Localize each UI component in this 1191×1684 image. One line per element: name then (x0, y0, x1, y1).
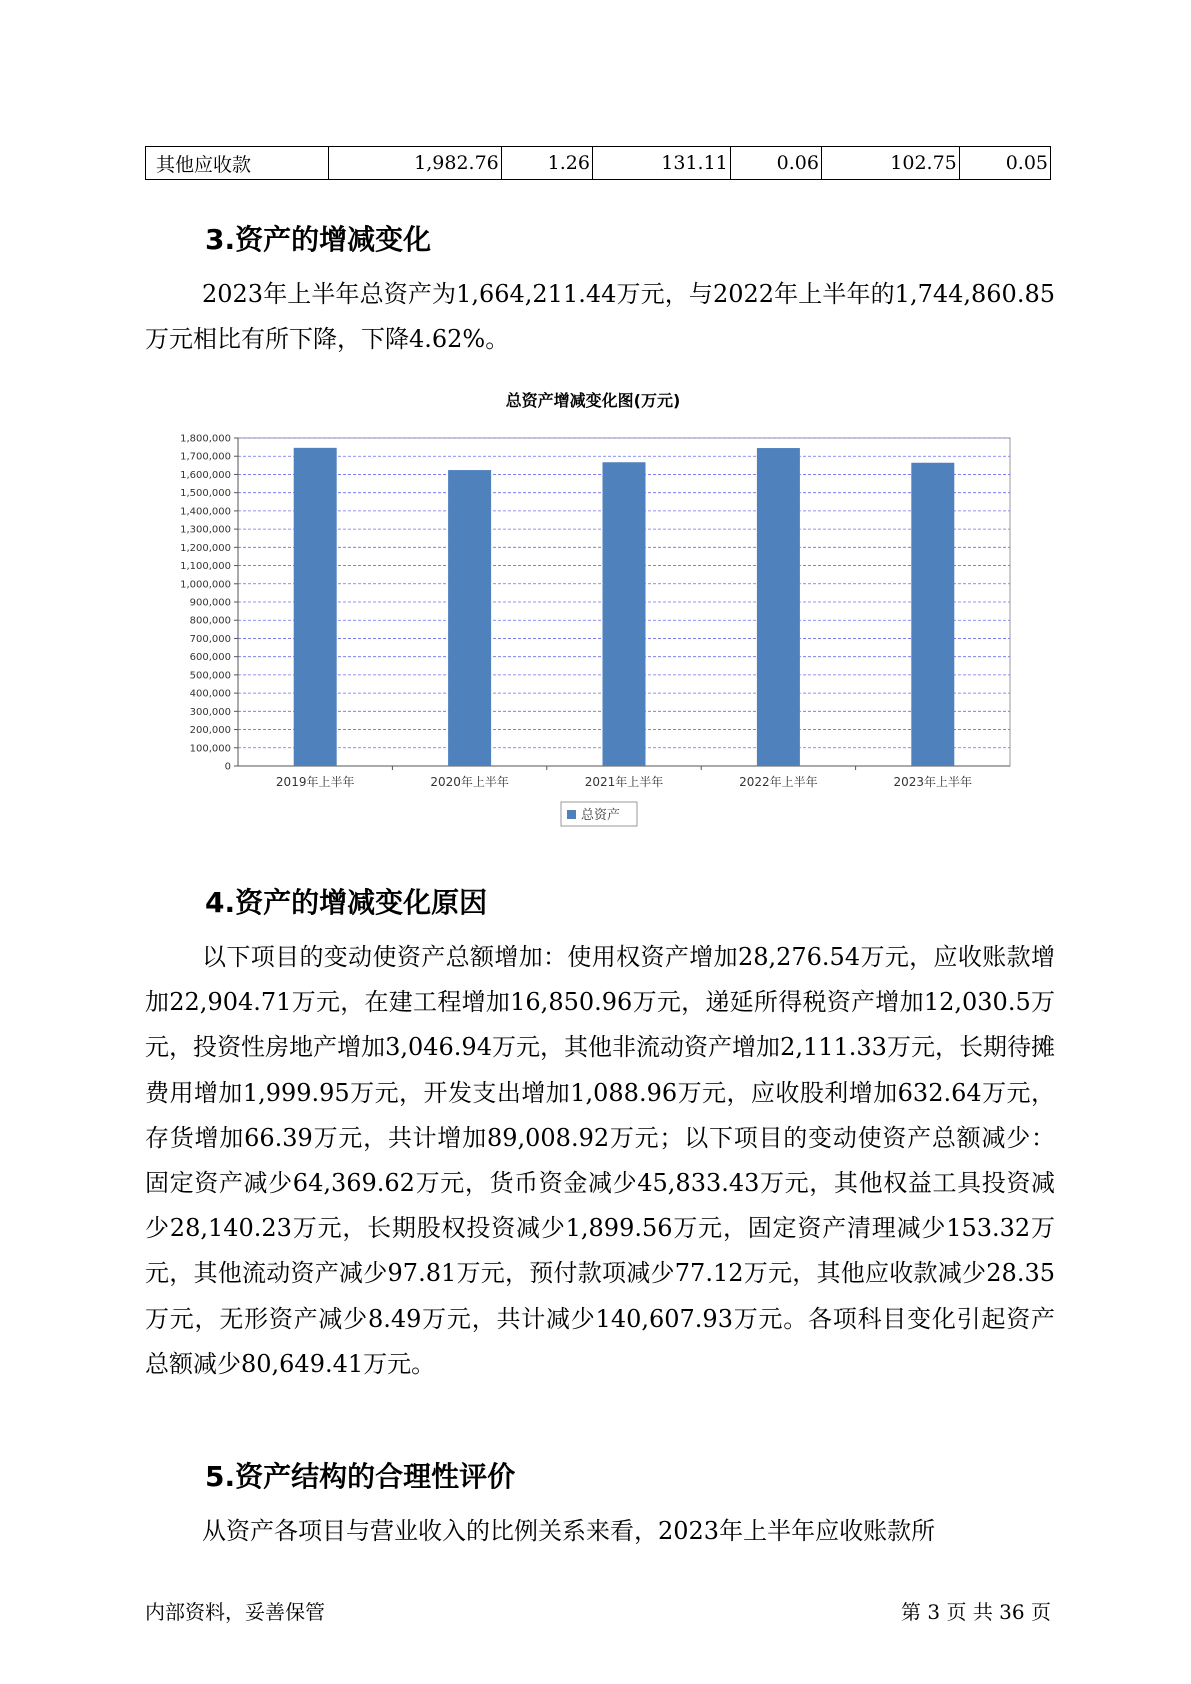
section-heading: 4.资产的增减变化原因 (205, 886, 488, 919)
y-tick-label: 1,200,000 (180, 542, 231, 554)
data-table (145, 146, 1051, 180)
y-tick-label: 300,000 (189, 706, 231, 718)
table-row-label: 其他应收款 (146, 147, 329, 180)
bar (911, 463, 954, 766)
table-row (146, 147, 1051, 180)
section-paragraph: 从资产各项目与营业收入的比例关系来看，2023年上半年应收账款所 (202, 1517, 936, 1545)
y-tick-label: 1,600,000 (180, 469, 231, 481)
footer-left: 内部资料，妥善保管 (145, 1600, 325, 1624)
bar (757, 448, 800, 766)
y-tick-label: 1,700,000 (180, 451, 231, 463)
section-heading: 5.资产结构的合理性评价 (205, 1460, 516, 1493)
y-tick-label: 1,000,000 (180, 579, 231, 591)
bar (294, 448, 337, 766)
y-tick-label: 1,400,000 (180, 506, 231, 518)
table-cell: 0.06 (730, 147, 821, 180)
y-tick-label: 1,800,000 (180, 433, 231, 445)
y-tick-label: 400,000 (189, 688, 231, 700)
y-tick-label: 1,100,000 (180, 561, 231, 573)
section-paragraph: 2023年上半年总资产为1,664,211.44万元，与2022年上半年的1,744,860.85万元相比有所下降，下降4.62%。 (145, 280, 1055, 354)
y-tick-label: 0 (224, 761, 231, 773)
y-tick-label: 500,000 (189, 670, 231, 682)
y-tick-label: 1,500,000 (180, 488, 231, 500)
y-tick-label: 900,000 (189, 597, 231, 609)
x-tick-label: 2020年上半年 (430, 775, 509, 789)
table-cell: 0.05 (959, 147, 1050, 180)
table-cell: 131.11 (592, 147, 730, 180)
y-tick-label: 100,000 (189, 743, 231, 755)
table-cell: 102.75 (821, 147, 959, 180)
legend-label: 总资产 (581, 808, 621, 823)
y-tick-label: 200,000 (189, 725, 231, 737)
x-tick-label: 2021年上半年 (584, 775, 664, 789)
table-cell: 1,982.76 (329, 147, 502, 180)
y-tick-label: 700,000 (189, 633, 231, 645)
chart-title: 总资产增减变化图(万元) (505, 391, 681, 410)
section-heading: 3.资产的增减变化 (205, 223, 432, 256)
x-tick-label: 2022年上半年 (739, 775, 818, 789)
section-paragraph: 以下项目的变动使资产总额增加：使用权资产增加28,276.54万元，应收账款增加22,904.71万元，在建工程增加16,850.96万元，递延所得税资产增加12,030.5万元，投资性房地产增加3,046.94万元，其他非流动资产增加2,111.33万元，长期待摊费用增加1,999.95万元，开发支出增加1,088.96万元，应收股利增加632.64万元，存货增加66.39万元，共计增加89,008.92万元；以下项目的变动使资产总额减少：固定资产减少64,369.62万元，货币资金减少45,833.43万元，其他权益工具投资减少28,140.23万元，长期股权投资减少1,899.56万元，固定资产清理减少153.32万元，其他流动资产减少97.81万元，预付款项减少77.12万元，其他应收款减少28.35万元，无形资产减少8.49万元，共计减少140,607.93万元。各项科目变化引起资产总额减少80,649.41万元。 (145, 943, 1055, 1378)
bar-chart (168, 388, 1018, 838)
legend-swatch (567, 810, 576, 819)
chart-svg (168, 388, 1018, 838)
footer-page-number: 第 3 页 共 36 页 (901, 1600, 1051, 1624)
y-tick-label: 600,000 (189, 652, 231, 664)
bar (603, 462, 646, 766)
y-tick-label: 1,300,000 (180, 524, 231, 536)
x-tick-label: 2019年上半年 (275, 775, 355, 789)
x-tick-label: 2023年上半年 (893, 775, 973, 789)
table-cell: 1.26 (501, 147, 592, 180)
y-tick-label: 800,000 (189, 615, 231, 627)
bar (448, 470, 491, 766)
